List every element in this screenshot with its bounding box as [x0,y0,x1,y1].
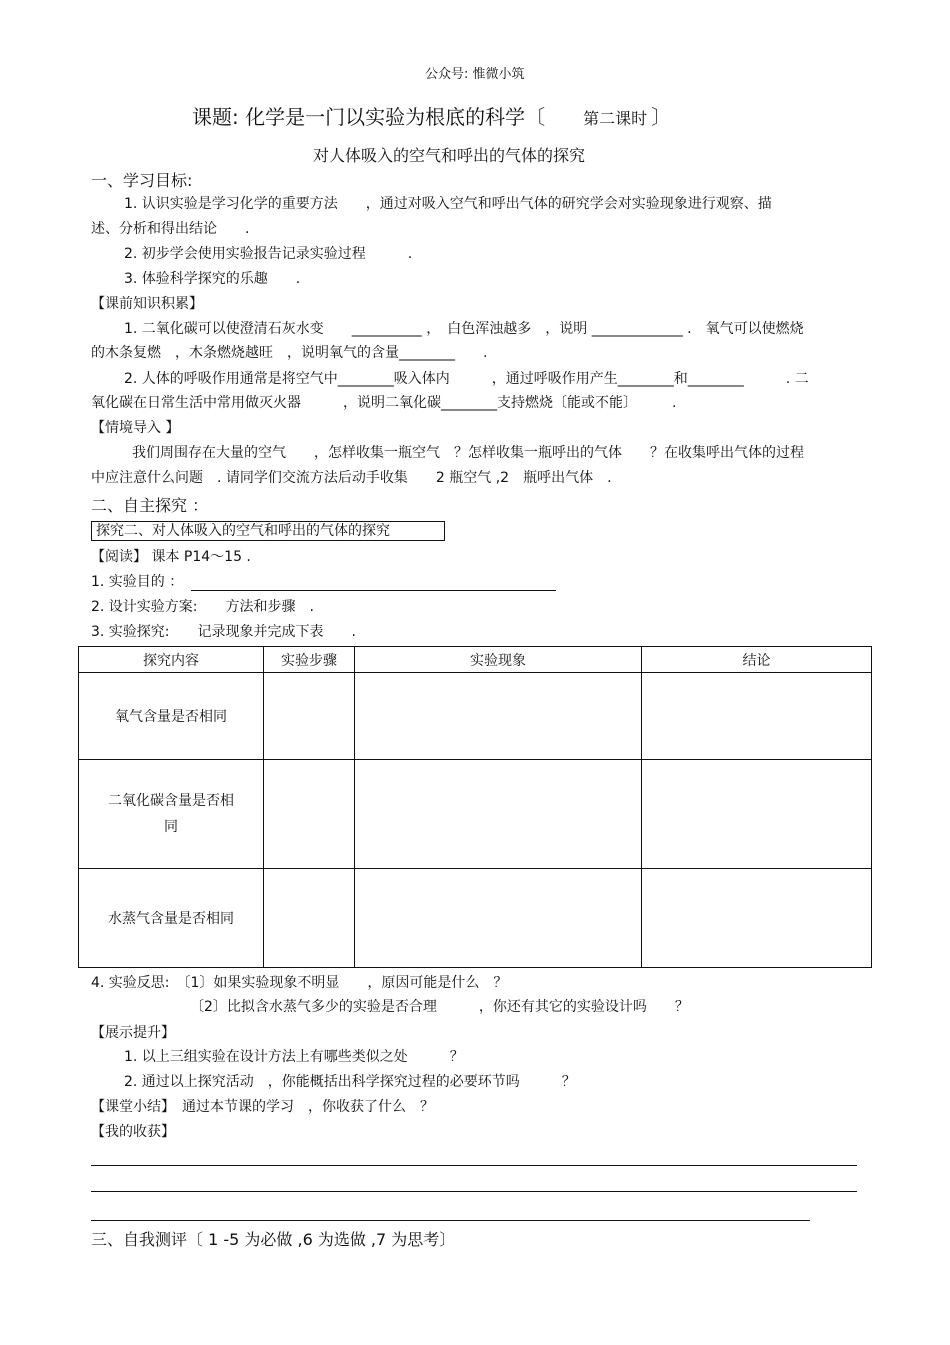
header-watermark: 公众号: 惟微小筑 [425,67,525,82]
row-phenomena-cell[interactable] [355,673,642,760]
section-self-inquiry-heading: 二、自主探究 ： [91,496,209,515]
row-content-oxygen: 氧气含量是否相同 [79,673,264,760]
goal-1-line-2: 述、分析和得出结论 . [91,221,250,237]
section-learning-goals-heading: 一、学习目标: [91,171,193,190]
experiment-purpose: 1. 实验目的 ： [91,574,184,590]
row-conclusion-cell[interactable] [642,673,872,760]
preknowledge-q1-line-1: 1. 二氧化碳可以使澄清石灰水变 __________ ， 白色浑浊越多 ，说明 _____________ . 氧气可以使燃烧 [124,321,804,337]
inquiry-two-box: 探究二、对人体吸入的空气和呼出的气体的探究 [91,521,445,541]
header-experiment-phenomena: 实验现象 [355,647,642,673]
experiment-inquiry: 3. 实验探究: 记录现象并完成下表 . [91,624,356,640]
row-phenomena-cell[interactable] [355,760,642,869]
experiment-design: 2. 设计实验方案: 方法和步骤 . [91,599,314,615]
goal-1-line-1: 1. 认识实验是学习化学的重要方法 ，通过对吸入空气和呼出气体的研究学会对实验现象进行观察、描 [124,196,772,212]
table-row [79,760,872,869]
preknowledge-q2-line-1: 2. 人体的呼吸作用通常是将空气中________吸入体内 ，通过呼吸作用产生________和________ . 二 [124,371,809,387]
header-conclusion: 结论 [642,647,872,673]
showcase-heading: 【展示提升】 [91,1025,175,1041]
class-summary: 【课堂小结】 通过本节课的学习 ，你收获了什么 ？ [91,1099,434,1115]
scenario-line-2: 中应注意什么问题 . 请同学们交流方法后动手收集 2 瓶空气 ,2 瓶呼出气体 . [91,470,612,486]
row-conclusion-cell[interactable] [642,760,872,869]
row-content-carbon-dioxide: 二氧化碳含量是否相 同 [79,760,264,869]
preknowledge-q1-line-2: 的木条复燃 ，木条燃烧越旺 ，说明氧气的含量________ . [91,345,488,361]
harvest-line-3[interactable] [91,1220,810,1221]
reading-line: 【阅读】 课本 P14～15 . [91,549,251,565]
page-title [192,107,671,127]
table-row [79,869,872,968]
table-row [79,673,872,760]
reflection-line-2: 〔2〕比拟含水蒸气多少的实验是否合理 ，你还有其它的实验设计吗 ？ [190,999,689,1015]
row-phenomena-cell[interactable] [355,869,642,968]
row-steps-cell[interactable] [264,673,355,760]
experiment-table [78,646,872,968]
scenario-heading: 【情境导入 】 [91,420,180,436]
header-experiment-steps: 实验步骤 [264,647,355,673]
row-steps-cell[interactable] [264,869,355,968]
title-close: 〕 [651,105,672,129]
section-self-assessment-heading: 三、自我测评〔 1 -5 为必做 ,6 为选做 ,7 为思考〕 [91,1230,456,1249]
title-lesson: 第二课时 [583,109,648,128]
page-subtitle: 对人体吸入的空气和呼出的气体的探究 [313,146,586,165]
row-content-water-vapor: 水蒸气含量是否相同 [79,869,264,968]
table-header-row [79,647,872,673]
title-main: 课题: 化学是一门以实验为根底的科学〔 [192,105,546,129]
experiment-purpose-blank [191,590,556,591]
reflection-line-1: 4. 实验反思: 〔1〕如果实验现象不明显 ，原因可能是什么 ？ [91,975,508,991]
row-steps-cell[interactable] [264,760,355,869]
preknowledge-q2-line-2: 氧化碳在日常生活中常用做灭火器 ，说明二氧化碳________支持燃烧〔能或不能〕 . [91,395,677,411]
showcase-q1: 1. 以上三组实验在设计方法上有哪些类似之处 ？ [124,1049,464,1065]
goal-3: 3. 体验科学探究的乐趣 . [124,271,301,287]
header-inquiry-content: 探究内容 [79,647,264,673]
harvest-line-2[interactable] [91,1191,857,1192]
showcase-q2: 2. 通过以上探究活动 ，你能概括出科学探究过程的必要环节吗 ？ [124,1074,576,1090]
harvest-line-1[interactable] [91,1165,857,1166]
goal-2: 2. 初步学会使用实验报告记录实验过程 . [124,246,413,262]
preknowledge-heading: 【课前知识积累】 [91,296,203,312]
row-conclusion-cell[interactable] [642,869,872,968]
scenario-line-1: 我们周围存在大量的空气 ，怎样收集一瓶空气 ？怎样收集一瓶呼出的气体 ？在收集呼出气体的过程 [132,445,804,461]
my-harvest-heading: 【我的收获】 [91,1124,175,1140]
